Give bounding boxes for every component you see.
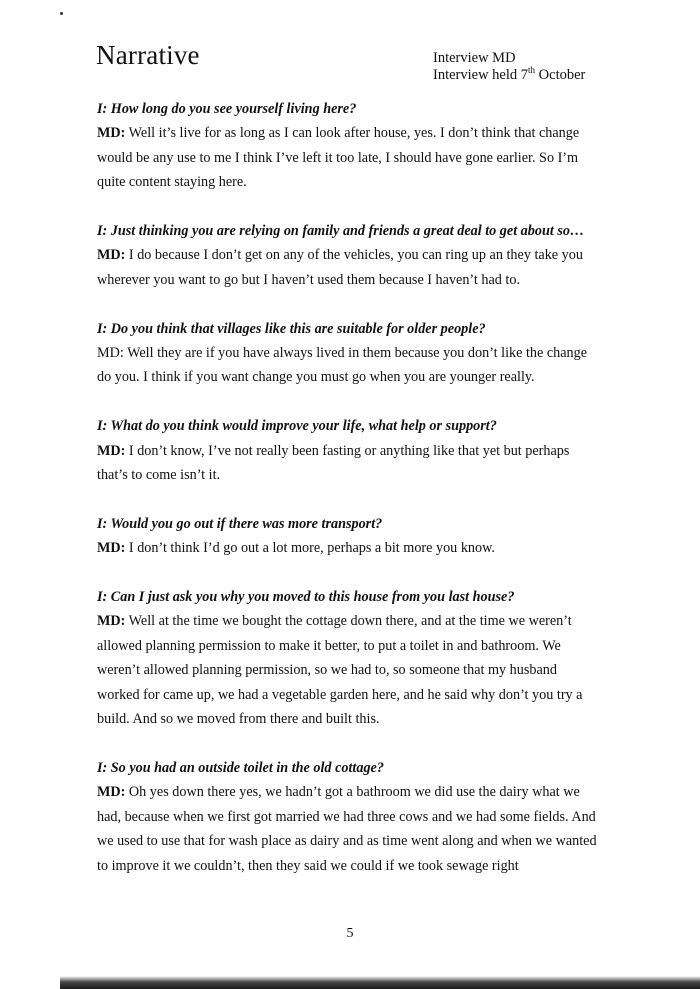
speaker-label: MD: <box>97 784 126 801</box>
answer-text: I don’t think I’d go out a lot more, perhaps a bit more you know. <box>125 540 495 557</box>
answer-text: Well they are if you have always lived in them because you don’t like the change do you. I think if you want change you must go when you are younger really. <box>97 345 588 386</box>
speaker-label: MD: <box>97 540 126 557</box>
interviewer-question: I: Would you go out if there was more transport? <box>97 515 383 532</box>
answer-text: I don’t know, I’ve not really been fasting or anything like that yet but perhaps that’s to come isn’t it. <box>97 442 570 484</box>
qa-block <box>97 756 597 878</box>
answer-text: Well it’s live for as long as I can look after house, yes. I don’t think that change would be any use to me I think I’ve left it too late, I should have gone earlier. So I’m quite content staying here. <box>97 125 580 191</box>
answer-text: Well at the time we bought the cottage down there, and at the time we weren’t allowed planning permission to make it better, to put a toilet in and bathroom. We weren’t allowed planning permission, so we had to, so someone that my husband worked for came up, we had a vegetable garden here, and he said why don’t you try a build. And so we moved from there and built this. <box>97 613 583 728</box>
respondent-answer <box>97 121 597 194</box>
scan-speck <box>60 12 63 15</box>
interviewer-question: I: Can I just ask you why you moved to this house from you last house? <box>97 589 515 606</box>
answer-text: Oh yes down there yes, we hadn’t got a bathroom we did use the dairy what we had, because when we first got married we had three cows and we had some fields. And we used to use that for wash place as dairy and as time went along and when we wanted to improve it we couldn’t, then they said we could if we took sewage right <box>97 784 597 874</box>
qa-block <box>97 317 597 390</box>
qa-block <box>97 585 597 731</box>
interviewer-question: I: What do you think would improve your life, what help or support? <box>97 418 497 435</box>
qa-block <box>97 414 597 487</box>
respondent-answer <box>97 536 597 560</box>
respondent-answer <box>97 609 597 731</box>
interviewer-question: I: Do you think that villages like this are suitable for older people? <box>97 320 486 337</box>
interview-date-suffix: October <box>535 67 586 83</box>
speaker-label: MD: <box>97 345 124 362</box>
respondent-answer <box>97 439 597 488</box>
interviewer-question: I: Just thinking you are relying on family and friends a great deal to get about so… <box>97 223 585 240</box>
interview-date-prefix: Interview held 7 <box>433 67 529 83</box>
qa-block <box>97 219 597 292</box>
page-number: 5 <box>346 926 354 941</box>
interviewer-question: I: So you had an outside toilet in the old cottage? <box>97 759 384 776</box>
speaker-label: MD: <box>97 442 126 459</box>
interview-label: Interview MD <box>433 50 516 66</box>
scan-bottom-edge <box>60 976 700 989</box>
interview-meta <box>433 50 585 84</box>
qa-block <box>97 512 597 561</box>
page-title: Narrative <box>96 40 200 70</box>
speaker-label: MD: <box>97 247 126 264</box>
speaker-label: MD: <box>97 125 126 142</box>
speaker-label: MD: <box>97 613 126 630</box>
respondent-answer <box>97 780 597 878</box>
respondent-answer <box>97 243 597 292</box>
answer-text: I do because I don’t get on any of the vehicles, you can ring up an they take you wherever you want to go but I haven’t used them because I haven’t had to. <box>97 247 583 288</box>
interview-date-ordinal: th <box>528 65 536 76</box>
transcript-body <box>97 97 597 902</box>
qa-block <box>97 97 597 195</box>
respondent-answer <box>97 341 597 390</box>
interviewer-question: I: How long do you see yourself living here? <box>97 101 357 117</box>
interview-date <box>433 67 585 84</box>
